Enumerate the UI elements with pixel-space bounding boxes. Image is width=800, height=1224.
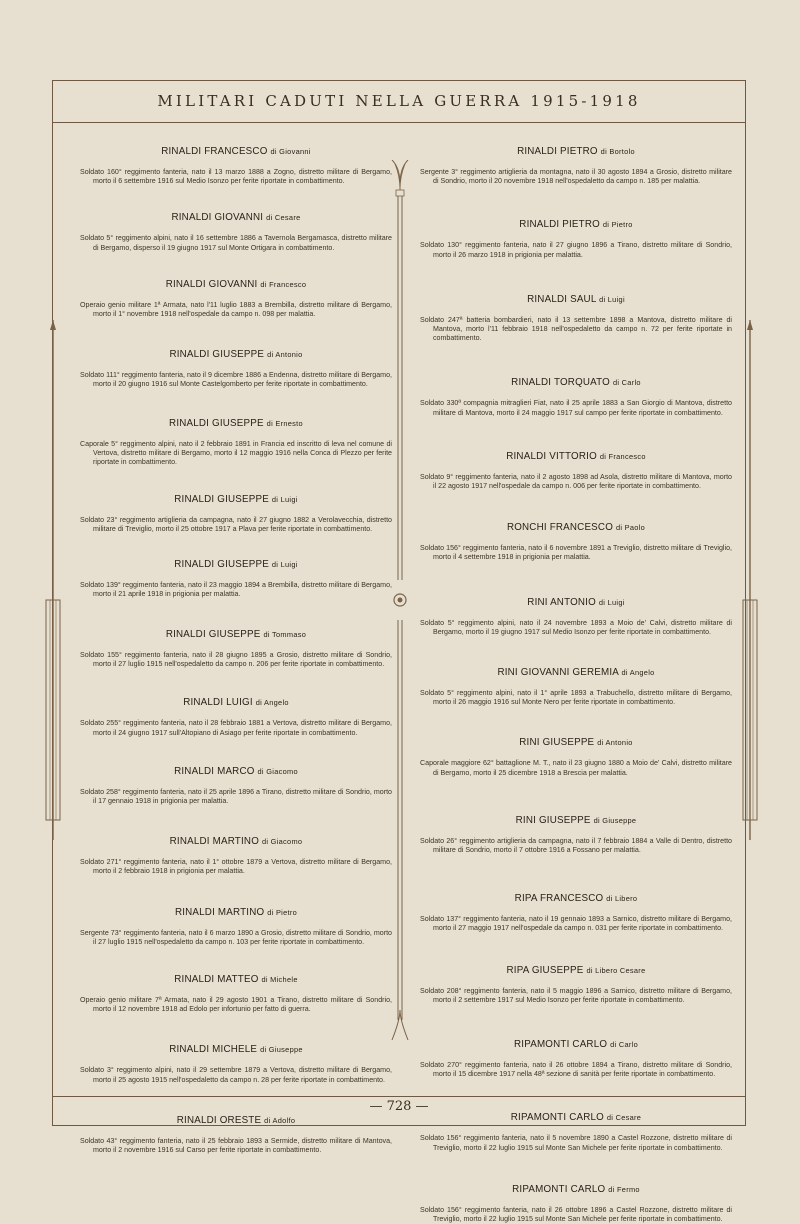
entry — [80, 766, 392, 806]
entry — [420, 893, 732, 933]
entry-surname: RINALDI TORQUATO — [511, 377, 611, 389]
entry-surname: RINI ANTONIO — [527, 596, 596, 608]
entry-surname: RINALDI ORESTE — [176, 1114, 262, 1126]
entry-surname: RINALDI SAUL — [527, 293, 597, 305]
right-fasces-ornament — [735, 320, 765, 840]
entry-surname: RINALDI LUIGI — [183, 697, 253, 709]
entry-surname: RINALDI MARCO — [174, 765, 255, 777]
entry-text: Soldato 23° reggimento artiglieria da campagna, nato il 27 giugno 1882 a Verolavecchia, distretto militare di Treviglio, morto il 25 ottobre 1917 a Plava per ferite riportate in combattimento. — [80, 516, 392, 534]
entry-text: Soldato 9° reggimento fanteria, nato il 2 agosto 1898 ad Asola, distretto militare di Mantova, morto il 22 agosto 1917 nell'ospedale da campo n. 006 per ferite riportate in combattimento. — [420, 472, 732, 491]
entry-surname: RINALDI GIOVANNI — [165, 278, 258, 290]
entry-name — [420, 597, 732, 608]
entry — [80, 907, 392, 947]
entry-surname: RIPA FRANCESCO — [514, 893, 604, 905]
entry — [420, 667, 732, 707]
entry-text: Soldato 255° reggimento fanteria, nato il 28 febbraio 1881 a Vertova, distretto militare di Bergamo, morto il 24 giugno 1917 sull'Altopiano di Asiago per ferite riportate in combattimento. — [80, 719, 392, 737]
entry-name — [80, 212, 392, 223]
entry-surname: RINALDI MICHELE — [169, 1044, 258, 1056]
entry-patronymic: di Giacomo — [261, 837, 303, 847]
entry-text: Caporale 5° reggimento alpini, nato il 2 febbraio 1891 in Francia ed inscritto di leva nel comune di Vertova, distretto militare di Bergamo, morto il 12 maggio 1916 nella Conca di Plezzo per ferite riportate in combattimento. — [80, 439, 392, 467]
entry-name — [80, 494, 392, 505]
entry-patronymic: di Luigi — [271, 559, 298, 569]
entry-surname: RINALDI MATTEO — [174, 974, 259, 986]
entry-patronymic: di Carlo — [610, 1040, 638, 1050]
entry-text: Soldato 139° reggimento fanteria, nato il 23 maggio 1894 a Brembilla, distretto militare di Bergamo, morto il 21 aprile 1918 in prigionia per malattia. — [80, 580, 392, 598]
entry-name — [420, 737, 732, 748]
entry-text: Soldato 5° reggimento alpini, nato il 1° aprile 1893 a Trabuchello, distretto militare di Bergamo, morto il 26 maggio 1916 sul Monte Nero per ferite riportate in combattimento. — [420, 689, 732, 707]
entry-text: Soldato 247ª batteria bombardieri, nato il 13 settembre 1898 a Mantova, distretto militare di Mantova, morto l'11 febbraio 1918 nell'ospedaletto da campo n. 72 per ferite riportate in combattimento. — [420, 315, 732, 343]
entry-text: Caporale maggiore 62° battaglione M. T., nato il 23 giugno 1880 a Moio de' Calvi, distretto militare di Bergamo, morto il 25 dicembre 1918 a Brescia per malattia. — [420, 759, 732, 777]
entry-surname: RIPAMONTI CARLO — [510, 1112, 604, 1124]
entry-patronymic: di Angelo — [255, 698, 289, 708]
entry-name — [420, 522, 732, 533]
entry-name — [420, 1184, 732, 1195]
entry-patronymic: di Luigi — [271, 495, 298, 505]
entry-text: Soldato 155° reggimento fanteria, nato il 28 giugno 1895 a Grosio, distretto militare di Sondrio, morto il 27 luglio 1915 nell'ospedaletto da campo n. 206 per ferite riportate in combattimento. — [80, 651, 392, 669]
entry-patronymic: di Giuseppe — [593, 815, 637, 825]
entry-patronymic: di Angelo — [621, 668, 655, 678]
entry-patronymic: di Giuseppe — [260, 1045, 303, 1055]
entry-name — [420, 1039, 732, 1050]
entry-patronymic: di Adolfo — [264, 1115, 296, 1125]
entry-patronymic: di Francesco — [260, 279, 307, 289]
entry-patronymic: di Cesare — [606, 1113, 642, 1123]
entry-patronymic: di Pietro — [602, 220, 633, 230]
entry — [420, 965, 732, 1005]
entry — [420, 146, 732, 186]
entry-name — [80, 349, 392, 360]
entry-name — [420, 1112, 732, 1123]
entry-surname: RINALDI FRANCESCO — [161, 146, 268, 157]
entry-name — [80, 559, 392, 570]
entry-name — [420, 219, 732, 230]
entry-text: Soldato 160° reggimento fanteria, nato il 13 marzo 1888 a Zogno, distretto militare di Bergamo, morto il 6 settembre 1916 sul Medio Isonzo per ferite riportate in combattimento. — [80, 168, 392, 186]
entry-name — [80, 766, 392, 777]
entry-surname: RINALDI VITTORIO — [506, 450, 597, 462]
entry — [80, 146, 392, 186]
entry-name — [420, 377, 732, 388]
entry-text: Soldato 137° reggimento fanteria, nato il 19 gennaio 1893 a Sarnico, distretto militare di Bergamo, morto il 27 maggio 1917 nell'ospedale da campo n. 031 per ferite riportate in combattimento. — [420, 915, 732, 933]
entry-name — [80, 697, 392, 708]
entry-name — [80, 279, 392, 290]
entry-text: Soldato 258° reggimento fanteria, nato il 25 aprile 1896 a Tirano, distretto militare di Sondrio, morto il 17 gennaio 1918 in prigionia per malattia. — [80, 787, 392, 806]
entry-patronymic: di Cesare — [266, 213, 301, 223]
entry-name — [80, 418, 392, 429]
entry-patronymic: di Libero Cesare — [586, 965, 646, 975]
entry — [80, 349, 392, 389]
entry — [80, 494, 392, 534]
entry-name — [80, 146, 392, 157]
entry-surname: RINALDI MARTINO — [174, 906, 265, 918]
entry-text: Soldato 156° reggimento fanteria, nato il 6 novembre 1891 a Treviglio, distretto militare di Treviglio, morto il 4 settembre 1918 in prigionia per malattia. — [420, 544, 732, 562]
center-torch-ornament — [391, 160, 409, 1040]
entry — [80, 974, 392, 1014]
entry-text: Soldato 271° reggimento fanteria, nato il 1° ottobre 1879 a Vertova, distretto militare di Bergamo, morto il 2 febbraio 1918 in prigionia per malattia. — [80, 858, 392, 876]
entry-name — [80, 629, 392, 640]
entry-name — [80, 1115, 392, 1126]
entry-text: Operaio genio militare 7ª Armata, nato il 29 agosto 1901 a Tirano, distretto militare di Sondrio, morto il 12 novembre 1918 ad Edolo per infortunio per fatto di guerra. — [80, 996, 392, 1014]
entry-patronymic: di Giacomo — [257, 766, 298, 776]
entry — [420, 1112, 732, 1152]
entry — [80, 697, 392, 737]
entry-name — [420, 893, 732, 904]
entry-surname: RIPAMONTI CARLO — [512, 1183, 606, 1195]
entry-patronymic: di Bortolo — [600, 147, 635, 156]
entry-name — [80, 1044, 392, 1055]
entry — [420, 219, 732, 259]
entry-surname: RINALDI GIUSEPPE — [174, 494, 269, 506]
entry-name — [80, 907, 392, 918]
entry-text: Operaio genio militare 1ª Armata, nato l'11 luglio 1883 a Brembilla, distretto militare di Bergamo, morto il 1° novembre 1918 nell'ospedale da campo n. 098 per malattia. — [80, 300, 392, 319]
entry — [420, 377, 732, 417]
entry — [80, 279, 392, 319]
entry-surname: RINI GIOVANNI GEREMIA — [497, 667, 619, 679]
left-fasces-ornament — [38, 320, 68, 840]
entry-patronymic: di Francesco — [599, 451, 646, 461]
entry-name — [420, 451, 732, 462]
entry — [420, 451, 732, 491]
entry-patronymic: di Libero — [606, 894, 638, 904]
entry — [420, 1184, 732, 1224]
entry-surname: RINALDI GIUSEPPE — [174, 558, 269, 570]
entry — [420, 522, 732, 562]
entry-name — [420, 965, 732, 976]
header-rule — [52, 122, 746, 123]
entry — [80, 629, 392, 669]
entry-surname: RINI GIUSEPPE — [515, 814, 591, 826]
entry-text: Soldato 270° reggimento fanteria, nato il 26 ottobre 1894 a Tirano, distretto militare di Sondrio, morto il 15 dicembre 1917 nella 48ª sezione di sanità per ferite riportate in combattimento. — [420, 1061, 732, 1079]
entry-patronymic: di Luigi — [598, 597, 625, 607]
entry-text: Soldato 5° reggimento alpini, nato il 24 novembre 1893 a Moio de' Calvi, distretto militare di Bergamo, morto il 19 giugno 1917 sul Medio Isonzo per ferite riportate in combattimento. — [420, 618, 732, 636]
entry-patronymic: di Paolo — [615, 523, 646, 533]
entry — [80, 559, 392, 599]
entry-surname: RIPAMONTI CARLO — [514, 1039, 608, 1051]
entry-name — [420, 815, 732, 826]
entry — [80, 836, 392, 876]
entry-surname: RINALDI PIETRO — [517, 146, 598, 157]
entry-patronymic: di Giovanni — [270, 147, 311, 156]
entry-patronymic: di Ernesto — [266, 418, 303, 428]
entry-text: Soldato 43° reggimento fanteria, nato il 25 febbraio 1893 a Sermide, distretto militare di Mantova, morto il 2 novembre 1916 sul Carso per ferite riportate in combattimento. — [80, 1136, 392, 1155]
entry — [420, 294, 732, 344]
entry — [80, 212, 392, 252]
entry-surname: RONCHI FRANCESCO — [506, 522, 614, 534]
entry-surname: RINALDI GIUSEPPE — [165, 629, 261, 641]
entry-surname: RINALDI GIOVANNI — [171, 212, 264, 224]
entry — [80, 418, 392, 468]
entry — [420, 1039, 732, 1079]
entry-text: Soldato 208° reggimento fanteria, nato il 5 maggio 1896 a Sarnico, distretto militare di Bergamo, morto il 2 settembre 1917 sul Medio Isonzo per ferite riportate in combattimento. — [420, 986, 732, 1004]
entry-text: Soldato 26° reggimento artiglieria da campagna, nato il 7 febbraio 1884 a Valle di Dentro, distretto militare di Sondrio, morto il 7 ottobre 1916 a Fossano per malattia. — [420, 836, 732, 855]
entry-patronymic: di Antonio — [267, 350, 303, 360]
entry-text: Soldato 130° reggimento fanteria, nato il 27 giugno 1896 a Tirano, distretto militare di Sondrio, morto il 26 marzo 1918 in prigionia per malattia. — [420, 241, 732, 259]
entry-text: Sergente 3° reggimento artiglieria da montagna, nato il 30 agosto 1894 a Grosio, distretto militare di Sondrio, morto il 20 novembre 1918 nell'ospedaletto da campo n. 185 per malattia. — [420, 168, 732, 186]
entry-surname: RINALDI MARTINO — [169, 836, 260, 848]
entry-name — [80, 836, 392, 847]
entry-name — [420, 146, 732, 157]
entry-patronymic: di Pietro — [267, 907, 298, 917]
entry — [420, 737, 732, 777]
entry-patronymic: di Antonio — [597, 738, 633, 748]
entry — [420, 597, 732, 637]
page-number: — 728 — — [369, 1099, 429, 1114]
entry-text: Sergente 73° reggimento fanteria, nato il 6 marzo 1890 a Grosio, distretto militare di Sondrio, morto il 27 luglio 1915 nell'ospedaletto da campo n. 103 per ferite riportate in combattimento. — [80, 928, 392, 946]
entry-surname: RINALDI GIUSEPPE — [169, 417, 264, 429]
entry-name — [80, 974, 392, 985]
entry-surname: RINALDI PIETRO — [519, 219, 600, 231]
entry — [80, 1044, 392, 1084]
entry-patronymic: di Michele — [261, 975, 298, 985]
entry-name — [420, 294, 732, 305]
entry-name — [420, 667, 732, 678]
entry-patronymic: di Luigi — [599, 294, 625, 304]
entry-patronymic: di Fermo — [608, 1184, 640, 1194]
right-column — [420, 146, 732, 1224]
entry-surname: RINALDI GIUSEPPE — [169, 349, 265, 361]
entry — [80, 1115, 392, 1155]
entry-surname: RIPA GIUSEPPE — [506, 964, 584, 976]
left-column — [80, 146, 392, 1155]
entry-text: Soldato 3° reggimento alpini, nato il 29 settembre 1879 a Vertova, distretto militare di Bergamo, morto il 25 agosto 1915 nell'ospedaletto da campo n. 28 per ferite riportate in combattimento. — [80, 1066, 392, 1084]
entry-text: Soldato 156° reggimento fanteria, nato il 26 ottobre 1896 a Castel Rozzone, distretto militare di Treviglio, morto il 22 luglio 1915 sul Monte San Michele per ferite riportate in combattimento. — [420, 1205, 732, 1224]
entry-patronymic: di Carlo — [612, 378, 641, 388]
entry-text: Soldato 156° reggimento fanteria, nato il 5 novembre 1890 a Castel Rozzone, distretto militare di Treviglio, morto il 22 luglio 1915 sul Monte San Michele per ferite riportate in combattimento. — [420, 1134, 732, 1152]
entry-surname: RINI GIUSEPPE — [519, 737, 595, 749]
entry-text: Soldato 111° reggimento fanteria, nato il 9 dicembre 1886 a Endenna, distretto militare di Bergamo, morto il 20 giugno 1916 sul Monte Castelgomberto per ferite riportate in combattimento. — [80, 371, 392, 389]
entry-patronymic: di Tommaso — [263, 630, 307, 640]
entry — [420, 815, 732, 855]
page-title: MILITARI CADUTI NELLA GUERRA 1915-1918 — [157, 92, 641, 110]
entry-text: Soldato 5° reggimento alpini, nato il 16 settembre 1886 a Tavernola Bergamasca, distretto militare di Bergamo, disperso il 19 giugno 1917 sul Monte Ortigara in combattimento. — [80, 234, 392, 252]
entry-text: Soldato 330ª compagnia mitraglieri Fiat, nato il 25 aprile 1883 a San Giorgio di Mantova, distretto militare di Mantova, morto il 24 maggio 1917 sul campo per ferite riportate in combattimento. — [420, 399, 732, 417]
